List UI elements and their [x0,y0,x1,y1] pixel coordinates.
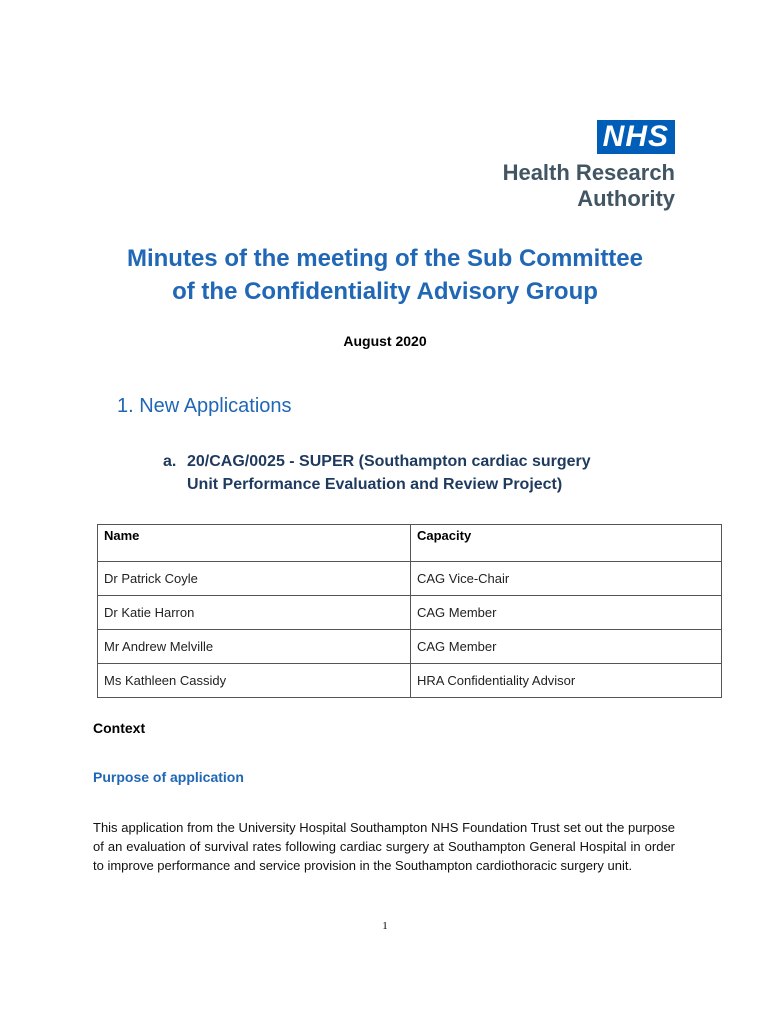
logo-line-1: Health Research [502,160,675,185]
application-number: a. [163,453,177,470]
document-title [0,242,770,308]
nhs-logo: NHS [597,120,675,154]
logo-line-2: Authority [577,186,675,211]
title-line-2: of the Confidentiality Advisory Group [172,278,598,305]
section-heading: 1. New Applications [117,395,292,417]
page-number: 1 [382,920,388,932]
title-line-1: Minutes of the meeting of the Sub Committee [126,245,643,272]
application-title [163,450,683,496]
member-name: Ms Kathleen Cassidy [98,664,411,698]
meeting-date: August 2020 [343,333,427,349]
members-table [97,524,722,698]
table-row [98,664,722,698]
table-row [98,630,722,664]
table-row [98,562,722,596]
member-capacity: CAG Member [411,630,722,664]
header-name: Name [98,525,411,562]
table-header-row [98,525,722,562]
hra-logo [485,120,675,212]
table-row [98,596,722,630]
application-title-line-2: Unit Performance Evaluation and Review Project) [187,476,563,493]
header-capacity: Capacity [411,525,722,562]
member-name: Dr Patrick Coyle [98,562,411,596]
application-title-line-1: 20/CAG/0025 - SUPER (Southampton cardiac surgery [187,453,591,470]
purpose-heading: Purpose of application [93,769,244,785]
member-name: Dr Katie Harron [98,596,411,630]
context-heading: Context [93,720,146,736]
member-capacity: CAG Vice-Chair [411,562,722,596]
member-capacity: HRA Confidentiality Advisor [411,664,722,698]
member-name: Mr Andrew Melville [98,630,411,664]
member-capacity: CAG Member [411,596,722,630]
purpose-paragraph: This application from the University Hospital Southampton NHS Foundation Trust set out the purpose of an evaluation of survival rates following cardiac surgery at Southampton General Hospital in order to improve performance and service provision in the Southampton cardiothoracic surgery unit. [93,820,675,873]
